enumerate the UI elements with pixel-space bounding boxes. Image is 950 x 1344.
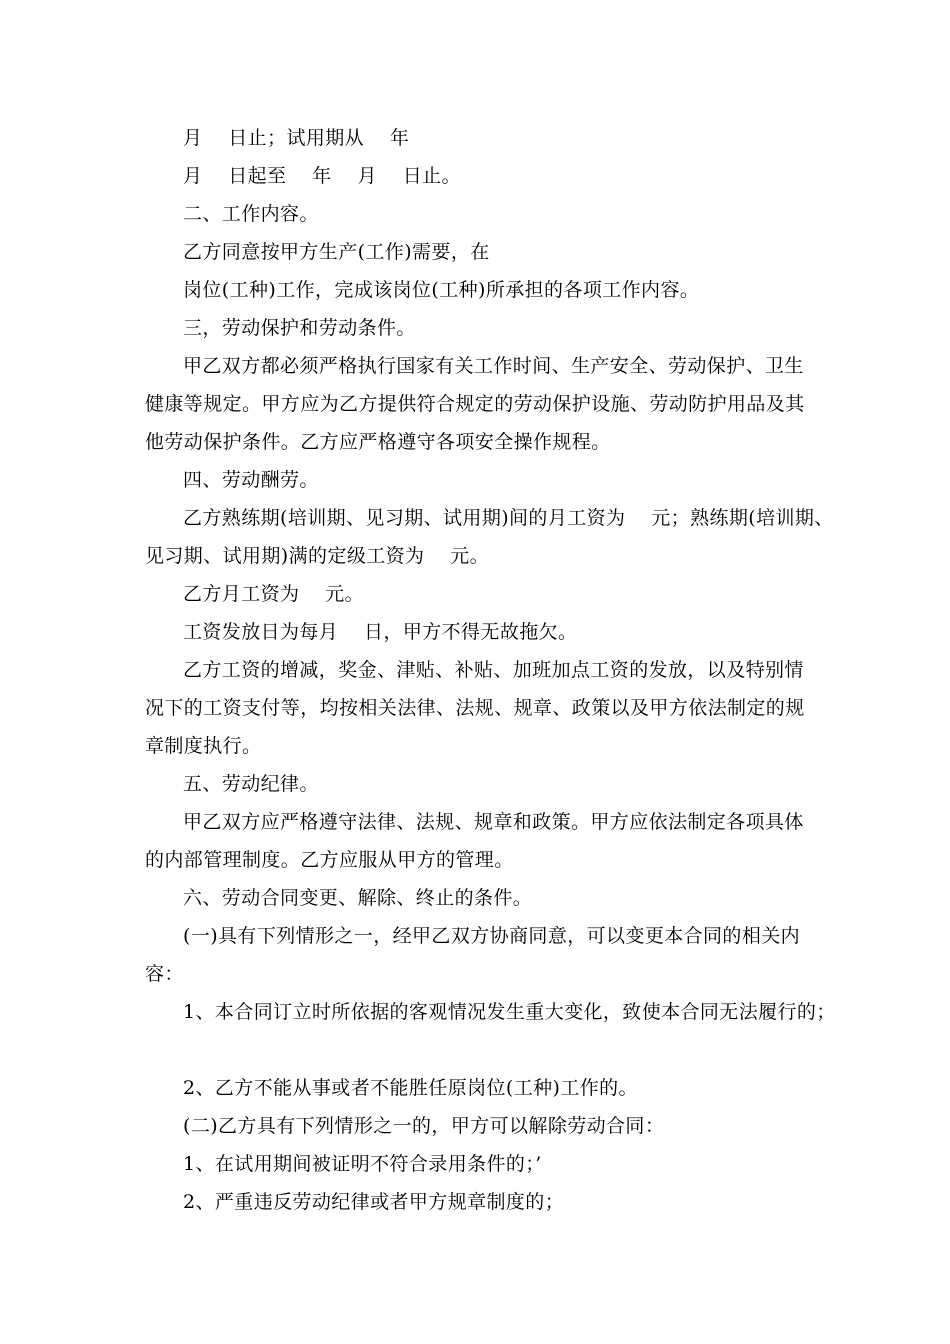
text-line: 乙方月工资为 元。 (183, 583, 365, 605)
text-line: 甲乙双方都必须严格执行国家有关工作时间、生产安全、劳动保护、卫生 (183, 355, 804, 377)
text-line: 乙方同意按甲方生产(工作)需要，在 (183, 241, 490, 263)
text-line: 容： (145, 963, 184, 985)
text-line: 月 日止；试用期从 年 (183, 127, 410, 149)
text-line: 况下的工资支付等，均按相关法律、法规、规章、政策以及甲方依法制定的规 (145, 697, 805, 719)
text-line: 他劳动保护条件。乙方应严格遵守各项安全操作规程。 (145, 431, 611, 453)
text-line: 甲乙双方应严格遵守法律、法规、规章和政策。甲方应依法制定各项具体 (183, 811, 804, 833)
list-item: 2、乙方不能从事或者不能胜任原岗位(工种)工作的。 (183, 1077, 638, 1099)
text-line: 的内部管理制度。乙方应服从甲方的管理。 (145, 849, 514, 871)
text-line: 月 日起至 年 月 日止。 (183, 165, 461, 187)
text-line: 岗位(工种)工作，完成该岗位(工种)所承担的各项工作内容。 (183, 279, 700, 301)
text-line: 见习期、试用期)满的定级工资为 元。 (145, 545, 490, 567)
list-item: 1、在试用期间被证明不符合录用条件的；’ (183, 1153, 542, 1175)
text-line: 乙方工资的增减，奖金、津贴、补贴、加班加点工资的发放，以及特别情 (183, 659, 804, 681)
text-line: (一)具有下列情形之一，经甲乙双方协商同意，可以变更本合同的相关内 (183, 925, 801, 947)
list-item: 1、本合同订立时所依据的客观情况发生重大变化，致使本合同无法履行的； (183, 1001, 836, 1023)
text-line: 工资发放日为每月 日，甲方不得无故拖欠。 (183, 621, 578, 643)
list-item: 2、严重违反劳动纪律或者甲方规章制度的； (183, 1191, 565, 1213)
section-heading: 二、工作内容。 (183, 203, 319, 225)
text-line: 健康等规定。甲方应为乙方提供符合规定的劳动保护设施、劳动防护用品及其 (145, 393, 805, 415)
section-heading: 六、劳动合同变更、解除、终止的条件。 (183, 887, 533, 909)
section-heading: 五、劳动纪律。 (183, 773, 319, 795)
text-line: (二)乙方具有下列情形之一的，甲方可以解除劳动合同： (183, 1115, 665, 1137)
text-line: 乙方熟练期(培训期、见习期、试用期)间的月工资为 元；熟练期(培训期、 (183, 507, 834, 529)
section-heading: 四、劳动酬劳。 (183, 469, 319, 491)
text-line: 章制度执行。 (145, 735, 262, 757)
section-heading: 三，劳动保护和劳动条件。 (183, 317, 416, 339)
